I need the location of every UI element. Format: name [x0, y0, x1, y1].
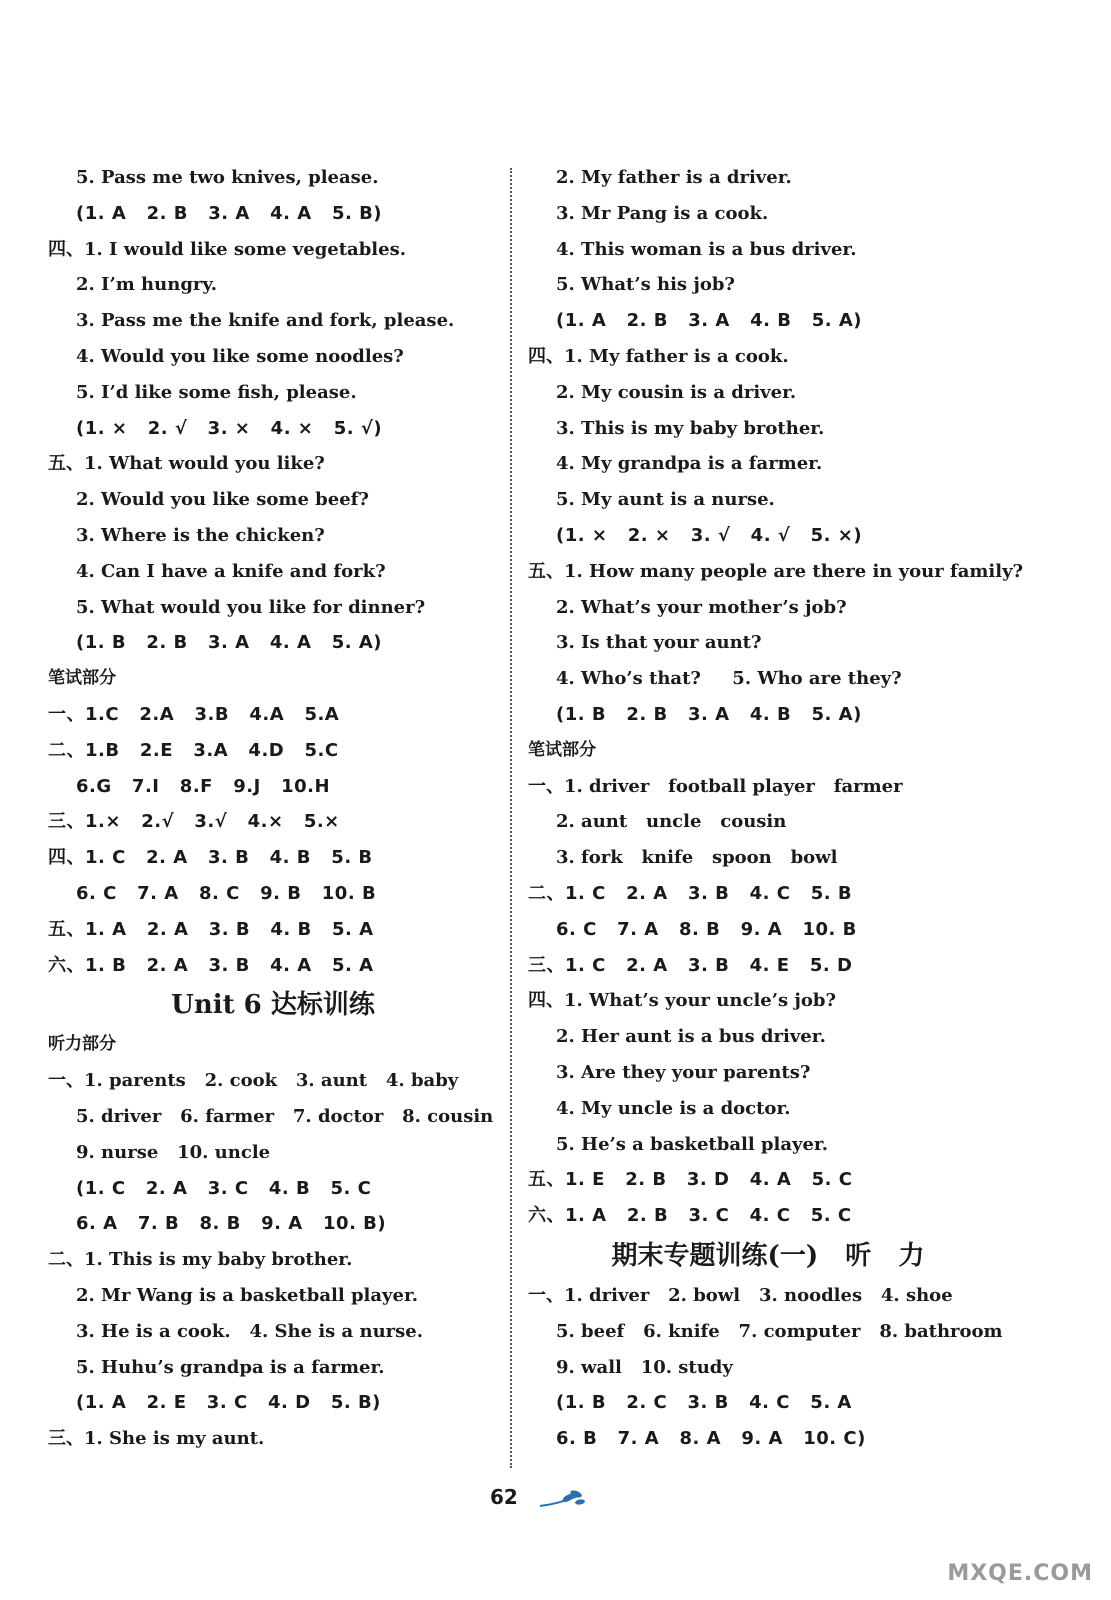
answer-line: 9. wall 10. study: [556, 1356, 733, 1378]
answer-line: 3. Mr Pang is a cook.: [556, 202, 769, 224]
answer-line: 5. I’d like some fish, please.: [76, 381, 357, 403]
answer-line: 三、1. She is my aunt.: [48, 1428, 265, 1450]
answer-line: 五、1. A 2. A 3. B 4. B 5. A: [48, 918, 374, 940]
answer-line: 4. Who’s that? 5. Who are they?: [556, 668, 902, 690]
answer-line: 二、1. C 2. A 3. B 4. C 5. B: [528, 882, 853, 904]
answer-line: (1. × 2. √ 3. × 4. × 5. √): [76, 417, 383, 439]
answer-line: 3. Are they your parents?: [556, 1061, 811, 1083]
answer-line: 三、1. C 2. A 3. B 4. E 5. D: [528, 954, 853, 976]
answer-line: 2. My father is a driver.: [556, 167, 792, 188]
answer-line: 2. Would you like some beef?: [76, 489, 369, 511]
answer-line: 5. Pass me two knives, please.: [76, 167, 379, 188]
answer-line: 一、1. parents 2. cook 3. aunt 4. baby: [48, 1070, 459, 1092]
answer-line: 6.G 7.I 8.F 9.J 10.H: [76, 775, 331, 797]
right-column: [528, 160, 1024, 1457]
answer-line: 二、1. This is my baby brother.: [48, 1249, 353, 1271]
answer-line: 4. Can I have a knife and fork?: [76, 560, 386, 582]
answer-line: 一、1. driver football player farmer: [528, 775, 903, 797]
answer-line: 一、1.C 2.A 3.B 4.A 5.A: [48, 703, 340, 725]
answer-line: 三、1.× 2.√ 3.√ 4.× 5.×: [48, 811, 340, 833]
answer-line: (1. B 2. C 3. B 4. C 5. A: [556, 1392, 852, 1414]
answer-line: (1. A 2. E 3. C 4. D 5. B): [76, 1392, 381, 1414]
answer-line: (1. C 2. A 3. C 4. B 5. C: [76, 1177, 372, 1199]
answer-line: 4. Would you like some noodles?: [76, 345, 404, 367]
answer-line: 3. He is a cook. 4. She is a nurse.: [76, 1320, 424, 1342]
answer-line: 4. My grandpa is a farmer.: [556, 453, 823, 475]
answer-line: 二、1.B 2.E 3.A 4.D 5.C: [48, 739, 339, 761]
answer-line: 6. C 7. A 8. B 9. A 10. B: [556, 918, 857, 940]
answer-line: 五、1. What would you like?: [48, 453, 325, 475]
section-heading: 期末专题训练(一) 听 力: [611, 1240, 925, 1271]
answer-line: 3. fork knife spoon bowl: [556, 847, 838, 869]
leaf-branch-icon: [538, 1488, 590, 1514]
answer-line: 五、1. How many people are there in your family?: [528, 560, 1024, 582]
answer-line: 6. A 7. B 8. B 9. A 10. B): [76, 1213, 387, 1235]
answer-line: 4. My uncle is a doctor.: [556, 1097, 791, 1119]
answer-line: (1. B 2. B 3. A 4. A 5. A): [76, 632, 383, 654]
answer-line: 5. My aunt is a nurse.: [556, 489, 775, 511]
answer-line: 一、1. driver 2. bowl 3. noodles 4. shoe: [528, 1284, 953, 1306]
part-label: 笔试部分: [528, 739, 596, 760]
answer-line: 5. What would you like for dinner?: [76, 596, 426, 618]
column-divider: [510, 168, 512, 1468]
answer-line: 2. I’m hungry.: [76, 274, 218, 296]
answer-line: 2. My cousin is a driver.: [556, 381, 797, 403]
answer-line: 3. Is that your aunt?: [556, 632, 762, 654]
answer-line: 4. This woman is a bus driver.: [556, 238, 857, 260]
watermark: MXQE.COM: [947, 1561, 1093, 1586]
answer-line: 5. He’s a basketball player.: [556, 1133, 829, 1155]
answer-line: 四、1. C 2. A 3. B 4. B 5. B: [48, 847, 373, 869]
answer-line: 3. This is my baby brother.: [556, 417, 825, 439]
answer-line: 5. beef 6. knife 7. computer 8. bathroom: [556, 1320, 1003, 1342]
answer-line: 2. Her aunt is a bus driver.: [556, 1026, 826, 1048]
section-heading: Unit 6 达标训练: [171, 990, 375, 1021]
answer-line: 六、1. A 2. B 3. C 4. C 5. C: [528, 1205, 852, 1227]
answer-line: 六、1. B 2. A 3. B 4. A 5. A: [48, 954, 374, 976]
answer-line: 5. Huhu’s grandpa is a farmer.: [76, 1356, 385, 1378]
answer-line: 五、1. E 2. B 3. D 4. A 5. C: [528, 1169, 853, 1191]
page-number: 62: [490, 1485, 518, 1509]
left-column: [48, 160, 498, 1457]
answer-line: 5. What’s his job?: [556, 274, 735, 296]
answer-line: 9. nurse 10. uncle: [76, 1141, 271, 1163]
answer-line: 3. Pass me the knife and fork, please.: [76, 310, 455, 332]
answer-line: (1. A 2. B 3. A 4. B 5. A): [556, 310, 863, 332]
answer-line: 6. C 7. A 8. C 9. B 10. B: [76, 882, 377, 904]
answer-line: 2. aunt uncle cousin: [556, 811, 787, 833]
answer-line: 四、1. I would like some vegetables.: [48, 238, 406, 260]
part-label: 笔试部分: [48, 668, 116, 689]
answer-line: (1. B 2. B 3. A 4. B 5. A): [556, 703, 862, 725]
answer-line: (1. × 2. × 3. √ 4. √ 5. ×): [556, 524, 863, 546]
answer-line: 四、1. What’s your uncle’s job?: [528, 990, 837, 1012]
answer-line: 5. driver 6. farmer 7. doctor 8. cousin: [76, 1105, 494, 1127]
answer-line: 2. Mr Wang is a basketball player.: [76, 1284, 419, 1306]
answer-line: 2. What’s your mother’s job?: [556, 596, 847, 618]
answer-line: 6. B 7. A 8. A 9. A 10. C): [556, 1428, 866, 1450]
part-label: 听力部分: [48, 1034, 116, 1055]
answer-line: 四、1. My father is a cook.: [528, 345, 789, 367]
answer-line: (1. A 2. B 3. A 4. A 5. B): [76, 202, 383, 224]
answer-line: 3. Where is the chicken?: [76, 524, 325, 546]
